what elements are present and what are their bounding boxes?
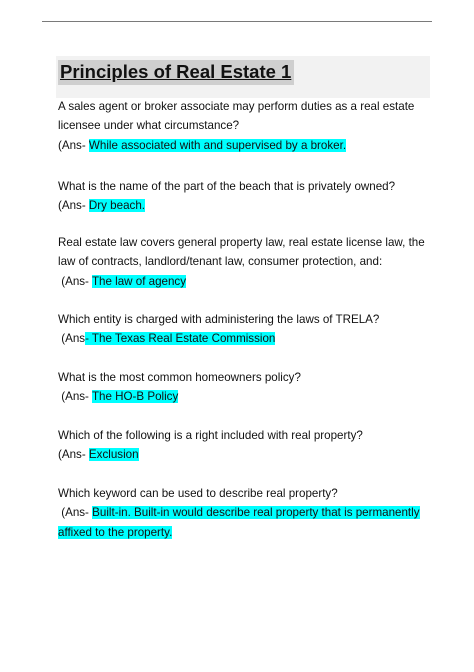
answer-prefix: (Ans [58, 332, 86, 346]
question-text: Which entity is charged with administering the laws of TRELA? [58, 313, 380, 326]
qa-block-7 [58, 484, 430, 542]
answer-line [58, 329, 430, 348]
answer-highlight: The law of agency [91, 274, 187, 288]
answer-line [58, 196, 430, 215]
qa-block-2 [58, 177, 430, 216]
question-text: What is the most common homeowners policy? [58, 371, 301, 384]
qa-block-3 [58, 233, 430, 291]
question-text: Real estate law covers general property law, real estate license law, the [58, 236, 425, 249]
qa-block-5 [58, 368, 430, 407]
answer-prefix: (Ans- [58, 274, 92, 288]
qa-block-6 [58, 426, 430, 465]
question-text: licensee under what circumstance? [58, 119, 240, 133]
answer-line [58, 503, 430, 522]
qa-block-4 [58, 310, 430, 349]
question-text: A sales agent or broker associate may perform duties as a real estate [58, 100, 415, 113]
answer-highlight: affixed to the property. [58, 525, 173, 539]
answer-line [58, 387, 430, 406]
answer-line [58, 136, 430, 155]
answer-line [58, 445, 430, 464]
answer-prefix: (Ans- [58, 138, 89, 152]
answer-highlight: Built-in. Built-in would describe real property that is permanently [92, 506, 420, 520]
answer-prefix: (Ans- [58, 448, 89, 462]
answer-prefix: (Ans- [58, 199, 89, 213]
answer-line [58, 272, 430, 291]
top-rule [42, 21, 432, 22]
answer-highlight: Exclusion [88, 448, 139, 462]
answer-highlight: Dry beach. [88, 199, 145, 213]
answer-highlight: While associated with and supervised by a broker. [88, 138, 347, 152]
question-text: Which keyword can be used to describe real property? [58, 487, 338, 500]
question-text: law of contracts, landlord/tenant law, consumer protection, and: [58, 255, 383, 269]
page-title: Principles of Real Estate 1 [58, 60, 294, 85]
answer-line [58, 523, 430, 542]
question-text: What is the name of the part of the beach that is privately owned? [58, 180, 396, 193]
answer-highlight: The HO-B Policy [91, 390, 179, 404]
qa-block-1 [58, 97, 430, 155]
answer-prefix: (Ans- [58, 390, 92, 404]
question-text: Which of the following is a right included with real property? [58, 429, 363, 442]
answer-highlight: - The Texas Real Estate Commission [85, 332, 276, 346]
answer-prefix: (Ans- [58, 506, 93, 520]
